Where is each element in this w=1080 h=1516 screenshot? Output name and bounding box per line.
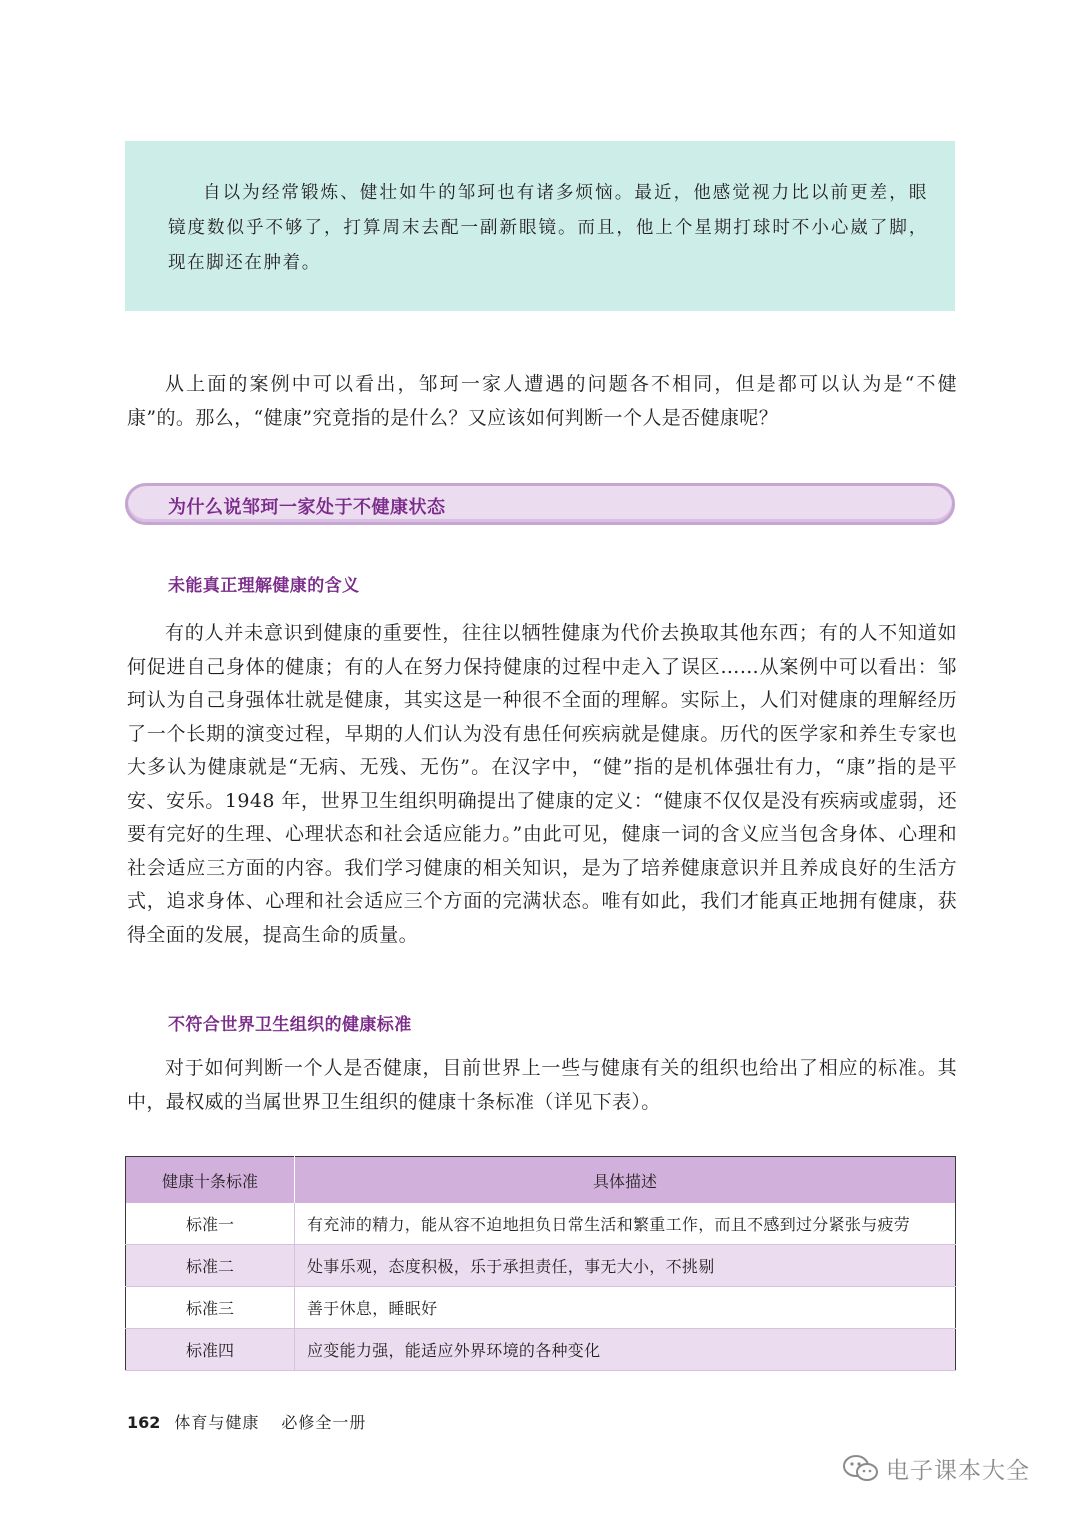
table-header-row — [126, 1157, 956, 1204]
table-row — [126, 1287, 956, 1329]
standard-description: 应变能力强，能适应外界环境的各种变化 — [295, 1329, 956, 1371]
watermark — [842, 1452, 1030, 1485]
intro-paragraph: 从上面的案例中可以看出，邹珂一家人遭遇的问题各不相同，但是都可以认为是“不健康”的。那么，“健康”究竟指的是什么？又应该如何判断一个人是否健康呢？ — [127, 373, 957, 429]
standards-paragraph: 对于如何判断一个人是否健康，目前世界上一些与健康有关的组织也给出了相应的标准。其中，最权威的当属世界卫生组织的健康十条标准（详见下表）。 — [127, 1057, 957, 1113]
table-row — [126, 1203, 956, 1245]
standard-label: 标准三 — [126, 1287, 295, 1329]
standard-description: 处事乐观，态度积极，乐于承担责任，事无大小，不挑剔 — [295, 1245, 956, 1287]
subheading-meaning: 未能真正理解健康的含义 — [168, 576, 360, 596]
section-title: 为什么说邹珂一家处于不健康状态 — [168, 497, 446, 518]
standard-label: 标准一 — [126, 1203, 295, 1245]
section-header — [125, 483, 955, 525]
watermark-text: 电子课本大全 — [886, 1458, 1030, 1484]
standard-label: 标准四 — [126, 1329, 295, 1371]
subheading-standards: 不符合世界卫生组织的健康标准 — [168, 1015, 412, 1035]
case-text: 自以为经常锻炼、健壮如牛的邹珂也有诸多烦恼。最近，他感觉视力比以前更差，眼镜度数似乎不够了，打算周末去配一副新眼镜。而且，他上个星期打球时不小心崴了脚，现在脚还在肿着。 — [168, 183, 928, 273]
table-row — [126, 1329, 956, 1371]
health-standards-table — [125, 1156, 956, 1371]
table-header-description: 具体描述 — [295, 1157, 956, 1204]
table-row — [126, 1245, 956, 1287]
wechat-icon — [842, 1454, 880, 1484]
standard-description: 有充沛的精力，能从容不迫地担负日常生活和繁重工作，而且不感到过分紧张与疲劳 — [295, 1203, 956, 1245]
page-footer — [127, 1410, 366, 1433]
page-number: 162 — [127, 1413, 161, 1432]
standard-label: 标准二 — [126, 1245, 295, 1287]
standard-description: 善于休息，睡眠好 — [295, 1287, 956, 1329]
meaning-paragraph: 有的人并未意识到健康的重要性，往往以牺牲健康为代价去换取其他东西；有的人不知道如何促进自己身体的健康；有的人在努力保持健康的过程中走入了误区……从案例中可以看出：邹珂认为自己身强体壮就是健康，其实这是一种很不全面的理解。实际上，人们对健康的理解经历了一个长期的演变过程，早期的人们认为没有患任何疾病就是健康。历代的医学家和养生专家也大多认为健康就是“无病、无残、无伤”。在汉字中，“健”指的是机体强壮有力，“康”指的是平安、安乐。1948 年，世界卫生组织明确提出了健康的定义：“健康不仅仅是没有疾病或虚弱，还要有完好的生理、心理状态和社会适应能力。”由此可见，健康一词的含义应当包含身体、心理和社会适应三方面的内容。我们学习健康的相关知识，是为了培养健康意识并且养成良好的生活方式，追求身体、心理和社会适应三个方面的完满状态。唯有如此，我们才能真正地拥有健康，获得全面的发展，提高生命的质量。 — [127, 622, 957, 946]
book-title: 体育与健康 — [174, 1413, 260, 1432]
table-header-standard: 健康十条标准 — [126, 1157, 295, 1204]
book-volume: 必修全一册 — [281, 1413, 367, 1432]
